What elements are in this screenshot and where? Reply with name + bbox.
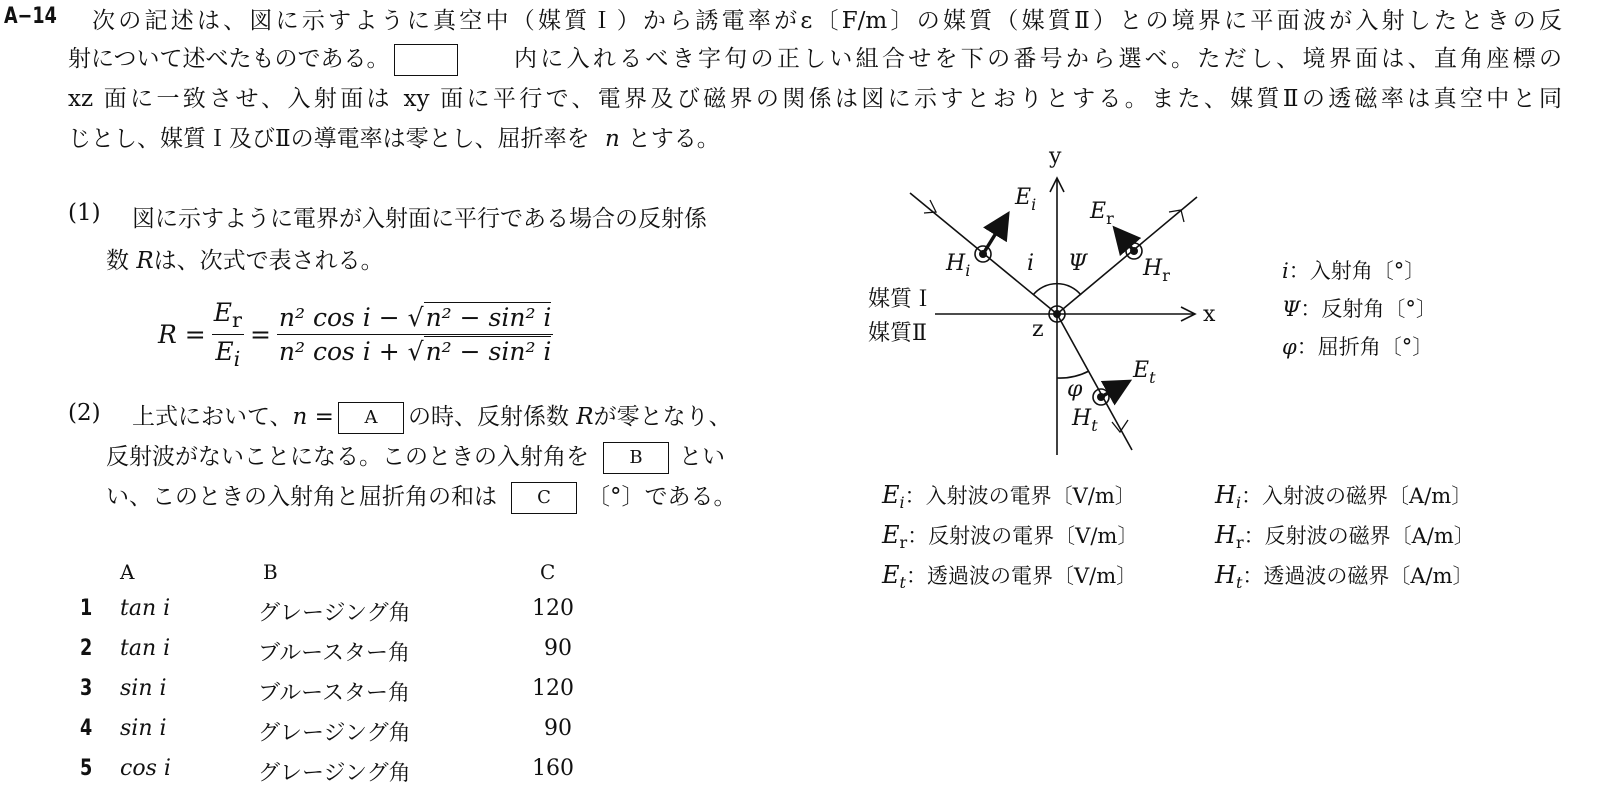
sym: φ (1282, 335, 1297, 359)
choice-c: 90 (544, 716, 572, 741)
part2-line2 (106, 438, 725, 474)
text: い、このときの入射角と屈折角の和は (106, 484, 497, 510)
question-number: A−14 (4, 4, 57, 29)
legend-psi (1282, 293, 1437, 323)
text: の時、反射係数 (407, 404, 569, 430)
er-label: $E_r$ (1090, 199, 1114, 228)
field-legend-item (1215, 520, 1475, 552)
sub: t (1235, 573, 1243, 593)
legend-phi (1282, 331, 1433, 361)
et-label: $E_t$ (1133, 358, 1156, 387)
sym: H (1215, 521, 1236, 549)
choice-b: グレージング角 (258, 601, 411, 626)
choice-b: グレージング角 (258, 761, 411, 786)
text: ：透過波の磁界〔A/m〕 (1242, 564, 1474, 588)
var: E (215, 337, 234, 366)
field-legend-item (882, 480, 1136, 512)
question-text: じとし、媒質Ｉ及びⅡの導電率は零とし、屈折率を (68, 126, 590, 152)
question-text-line-2b: 内に入れるべき字句の正しい組合せを下の番号から選べ。ただし、境界面は、直角座標の (514, 46, 1562, 72)
z-axis-label: z (1032, 317, 1044, 342)
x-axis-label: x (1203, 302, 1216, 327)
text: ：屈折角〔°〕 (1296, 335, 1434, 359)
question-text-line-1: 次の記述は、図に示すように真空中（媒質Ｉ）から誘電率がε〔F/m〕の媒質（媒質Ⅱ）との境界に平面波が入射したときの反 (92, 8, 1562, 34)
medium2-label: 媒質Ⅱ (868, 321, 927, 346)
fraction-er-ei (212, 298, 244, 371)
sub: r (899, 533, 908, 553)
var: E (213, 298, 232, 327)
text: ：入射波の磁界〔A/m〕 (1241, 484, 1473, 508)
question-text-line-4 (68, 120, 720, 153)
text: 上式において、 (132, 404, 293, 430)
text: ：反射波の磁界〔A/m〕 (1243, 524, 1475, 548)
sub: r (1235, 533, 1244, 553)
header-b: B (263, 560, 278, 584)
header-a: A (120, 560, 135, 584)
text: ：入射波の電界〔V/m〕 (904, 484, 1136, 508)
sym: Ψ (1282, 297, 1301, 321)
part2-line1 (132, 398, 732, 434)
sym: i (1282, 259, 1289, 283)
transmitted-direction-mark (1112, 420, 1128, 432)
choice-b: ブルースター角 (258, 681, 411, 706)
equals: = (249, 320, 271, 349)
field-legend-item (882, 520, 1138, 552)
choice-number: 4 (80, 716, 93, 741)
ei-arrow (983, 217, 1006, 254)
text: ：反射角〔°〕 (1300, 297, 1437, 321)
part2-label: (2) (68, 400, 101, 426)
choice-a: sin i (120, 716, 167, 741)
part2-line3 (106, 478, 737, 514)
choice-number: 5 (80, 756, 93, 781)
blank-a: A (338, 402, 404, 434)
ei-label: $E_i$ (1015, 185, 1037, 214)
choice-b: ブルースター角 (258, 641, 411, 666)
field-legend-item (882, 560, 1137, 592)
var-R: R (136, 248, 154, 274)
question-text-line-3: xz 面に一致させ、入射面は xy 面に平行で、電界及び磁界の関係は図に示すとおりとする。また、媒質Ⅱの透磁率は真空中と同 (68, 86, 1562, 112)
radicand: n² − sin² i (425, 337, 552, 366)
text: 反射波がないことになる。このときの入射角を (106, 444, 589, 470)
blank-b: B (603, 442, 669, 474)
question-text: 射について述べたものである。 (68, 46, 390, 72)
text: とい (679, 444, 725, 470)
blank-c: C (511, 482, 577, 514)
header-c: C (540, 560, 556, 584)
question-text: とする。 (627, 126, 720, 152)
sym: E (882, 561, 900, 589)
choice-c: 160 (532, 756, 574, 781)
choice-c: 90 (544, 636, 572, 661)
choice-number: 2 (80, 636, 93, 661)
ht-label: $H_t$ (1072, 406, 1098, 435)
legend-i (1282, 255, 1425, 285)
field-legend-item (1215, 480, 1472, 512)
choice-a: sin i (120, 676, 167, 701)
angle-psi-label: Ψ (1068, 251, 1088, 276)
choice-a: tan i (120, 596, 171, 621)
choice-number: 3 (80, 676, 93, 701)
field-legend-item (1215, 560, 1474, 592)
question-text-line-2 (68, 40, 462, 76)
choice-a: tan i (120, 636, 171, 661)
choice-a: cos i (120, 756, 171, 781)
text: ：反射波の電界〔V/m〕 (907, 524, 1139, 548)
y-axis-label: y (1049, 144, 1062, 169)
sub: i (1235, 493, 1242, 513)
sym: E (882, 521, 900, 549)
formula-lhs: R = (158, 320, 206, 349)
part1-line1: 図に示すように電界が入射面に平行である場合の反射係 (132, 206, 707, 232)
angle-phi-label: φ (1067, 377, 1083, 402)
wave-diagram (860, 140, 1240, 470)
radicand: n² − sin² i (425, 303, 552, 332)
sub: r (231, 308, 242, 332)
reflected-direction-mark (1169, 210, 1184, 222)
angle-i-label: i (1027, 251, 1035, 276)
text: 数 (106, 248, 129, 274)
sub: t (899, 573, 906, 593)
sym: E (882, 481, 900, 509)
text: ：入射角〔°〕 (1288, 259, 1426, 283)
text: は、次式で表される。 (153, 248, 384, 274)
text: ：透過波の電界〔V/m〕 (905, 564, 1138, 588)
blank-box (394, 44, 458, 76)
reflection-formula (158, 298, 553, 371)
sub: i (233, 347, 241, 371)
medium1-label: 媒質Ｉ (868, 287, 935, 312)
denominator: n² cos i + √ (278, 337, 424, 366)
choice-c: 120 (532, 676, 574, 701)
choice-c: 120 (532, 596, 574, 621)
part1-label: (1) (68, 200, 101, 226)
choice-number: 1 (80, 596, 93, 621)
numerator: n² cos i − √ (278, 303, 424, 332)
var-R: R (576, 404, 594, 430)
sym: H (1215, 561, 1236, 589)
fraction-main (277, 303, 554, 366)
hr-label: $H_r$ (1143, 256, 1170, 285)
text: 〔°〕である。 (587, 484, 737, 510)
part1-line2 (106, 242, 384, 275)
text: が零となり、 (593, 404, 732, 430)
sym: H (1215, 481, 1236, 509)
choice-b: グレージング角 (258, 721, 411, 746)
n-equals: n = (292, 404, 334, 430)
refractive-index-var: n (604, 126, 620, 152)
hi-label: $H_i$ (946, 251, 971, 280)
sub: i (899, 493, 905, 513)
